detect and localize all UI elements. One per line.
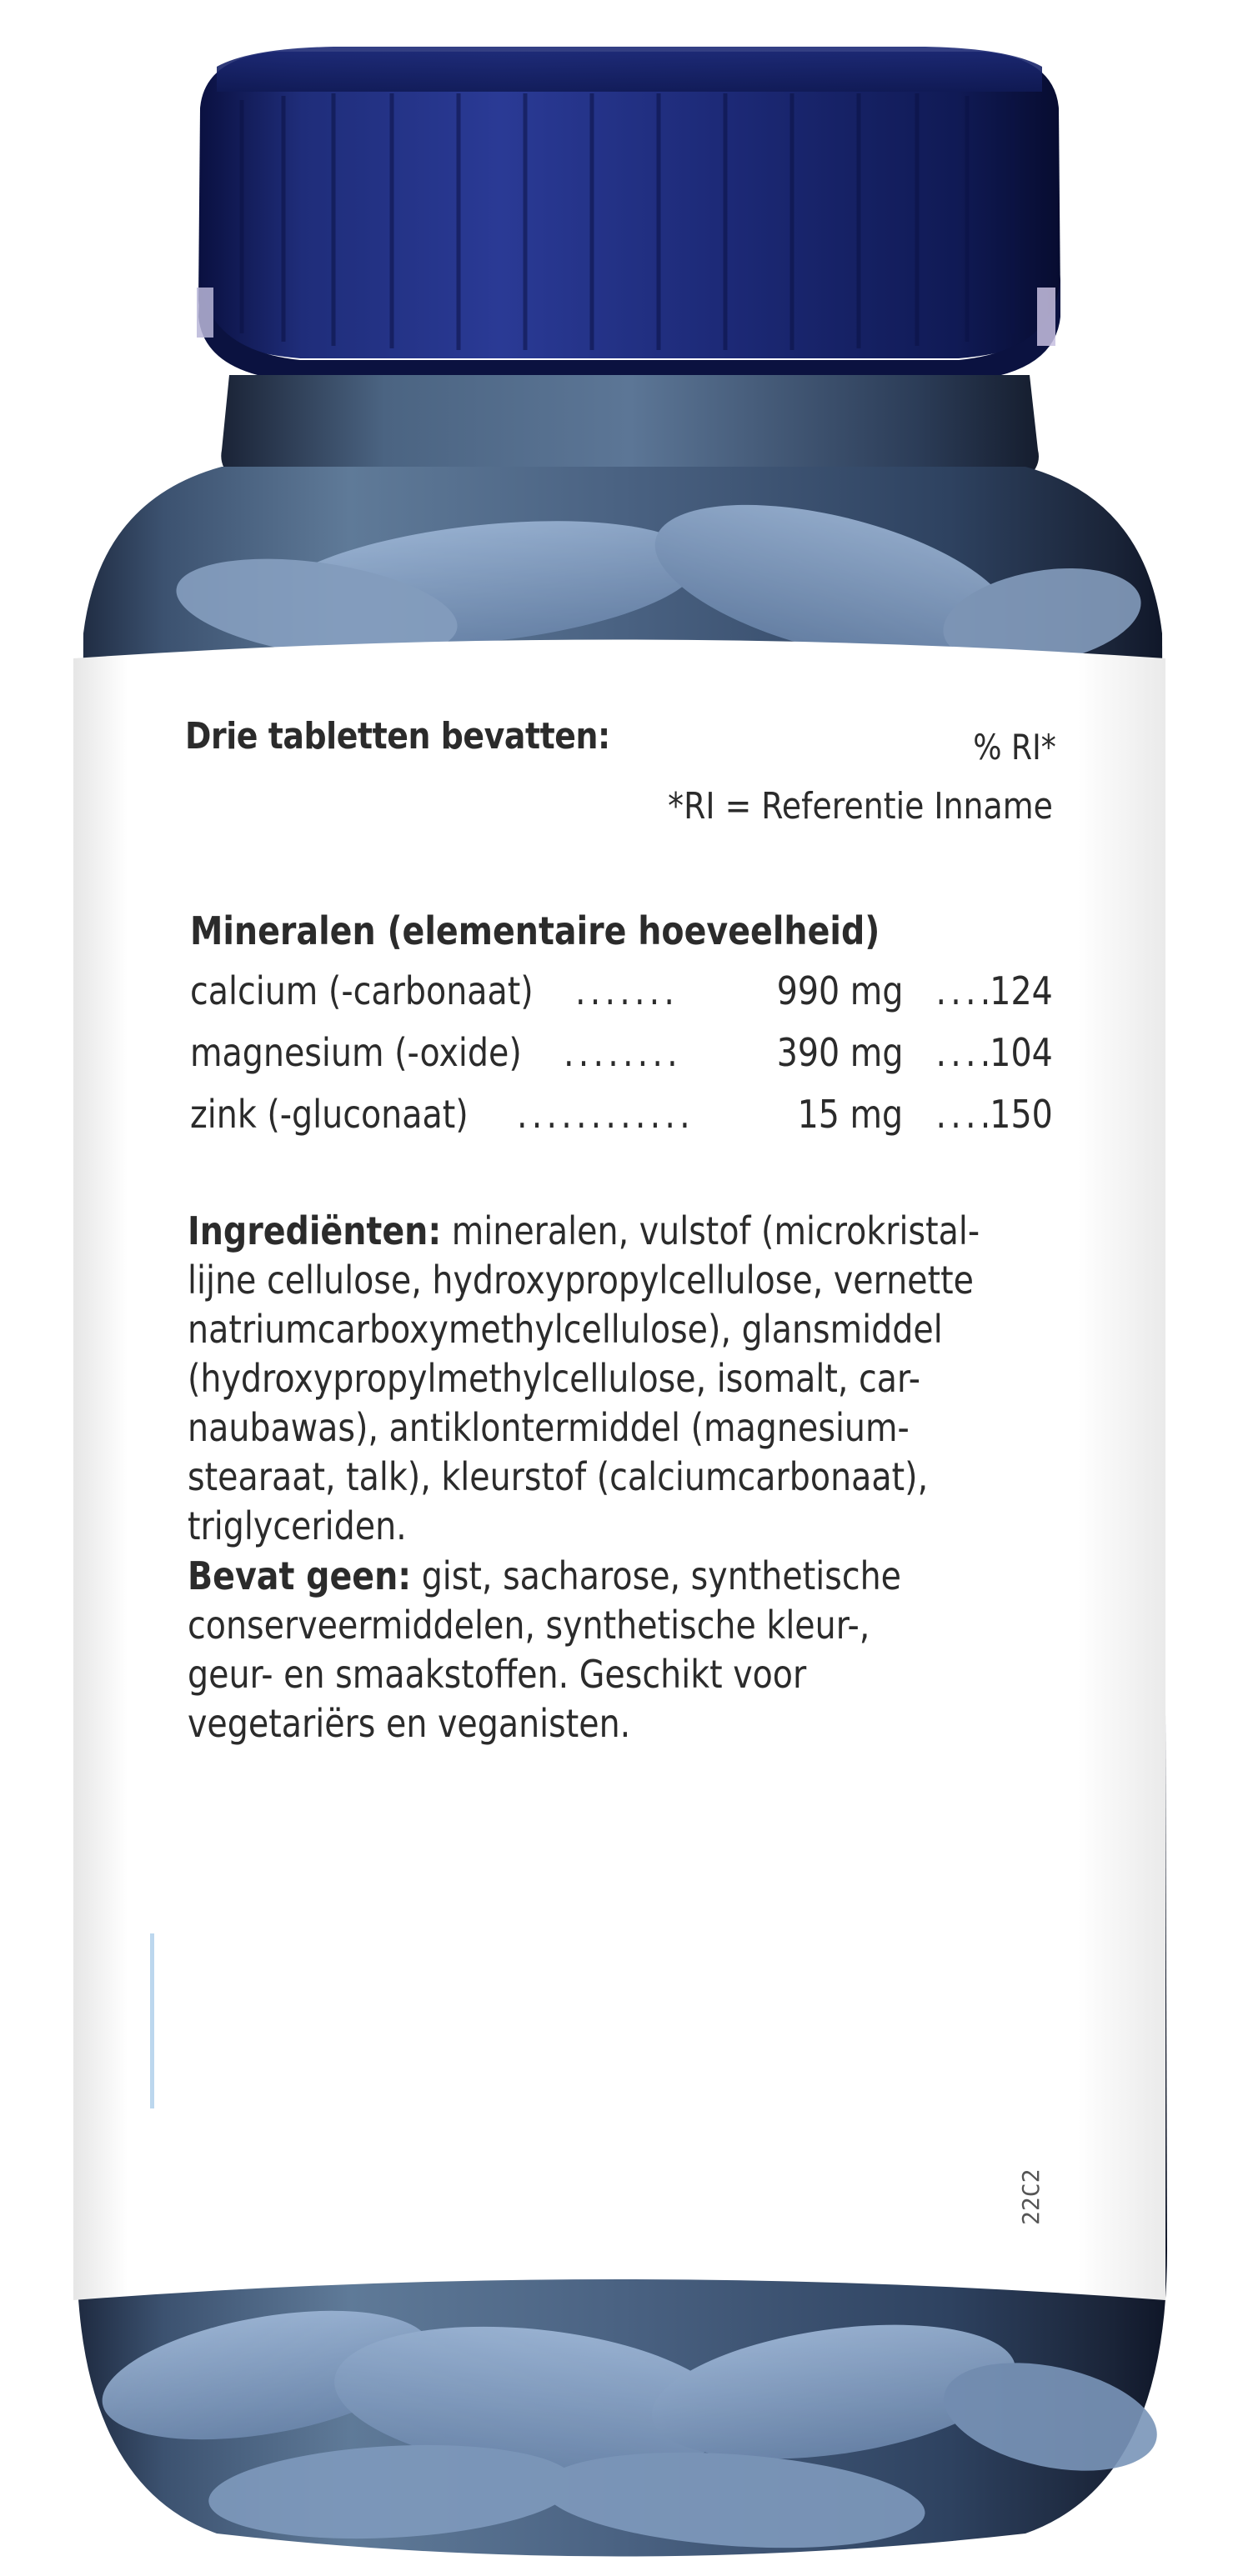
servings-heading: Drie tabletten bevatten: [185, 715, 610, 758]
mineral-ri: 124 [990, 968, 1053, 1013]
contains-line: Bevat geen: gist, sacharose, synthetische [188, 1553, 901, 1598]
ingredients-line: natriumcarboxymethylcellulose), glansmiddel [188, 1307, 943, 1352]
mineral-name: magnesium (-oxide) [190, 1030, 522, 1075]
ingredients-label: Ingrediënten: [188, 1208, 442, 1253]
contains-line: conserveermiddelen, synthetische kleur-, [188, 1603, 870, 1648]
leader-dots: .... [935, 968, 995, 1013]
contains-label: Bevat geen: [188, 1553, 412, 1598]
mineral-row-zink [190, 1092, 1053, 1142]
leader-dots: ....... [575, 968, 679, 1013]
label-mark [150, 1933, 154, 2108]
mineral-amount: 15 mg [797, 1092, 903, 1137]
mineral-ri: 104 [990, 1030, 1053, 1075]
ingredients-line: (hydroxypropylmethylcellulose, isomalt, car- [188, 1356, 921, 1401]
ingredients-line: triglyceriden. [188, 1503, 407, 1548]
ingredients-line: lijne cellulose, hydroxypropylcellulose, vernette [188, 1258, 974, 1303]
ingredients-line: naubawas), antiklontermiddel (magnesium- [188, 1405, 910, 1450]
minerals-heading: Mineralen (elementaire hoeveelheid) [190, 908, 880, 953]
mineral-row-calcium [190, 968, 1053, 1018]
mineral-amount: 990 mg [776, 968, 903, 1013]
ingredients-paragraph [188, 1207, 1059, 1551]
bottle-cap [197, 47, 1060, 382]
mineral-amount: 390 mg [776, 1030, 903, 1075]
mineral-ri: 150 [990, 1092, 1053, 1137]
ri-header: % RI* [973, 727, 1056, 768]
lot-code: 22C2 [1017, 2168, 1045, 2225]
ingredients-line: stearaat, talk), kleurstof (calciumcarbonaat), [188, 1454, 929, 1499]
leader-dots: ............ [517, 1092, 694, 1137]
mineral-name: calcium (-carbonaat) [190, 968, 534, 1013]
mineral-name: zink (-gluconaat) [190, 1092, 469, 1137]
contains-not-paragraph [188, 1552, 1059, 1748]
mineral-row-magnesium [190, 1030, 1053, 1080]
contains-line: geur- en smaakstoffen. Geschikt voor [188, 1652, 807, 1697]
leader-dots: ........ [564, 1030, 682, 1075]
bottle-neck [221, 375, 1039, 479]
contains-line: vegetariërs en veganisten. [188, 1701, 631, 1746]
ingredients-line: Ingrediënten: mineralen, vulstof (microkristal- [188, 1208, 980, 1253]
ri-footnote: *RI = Referentie Inname [668, 785, 1053, 828]
leader-dots: .... [935, 1092, 995, 1137]
leader-dots: .... [935, 1030, 995, 1075]
